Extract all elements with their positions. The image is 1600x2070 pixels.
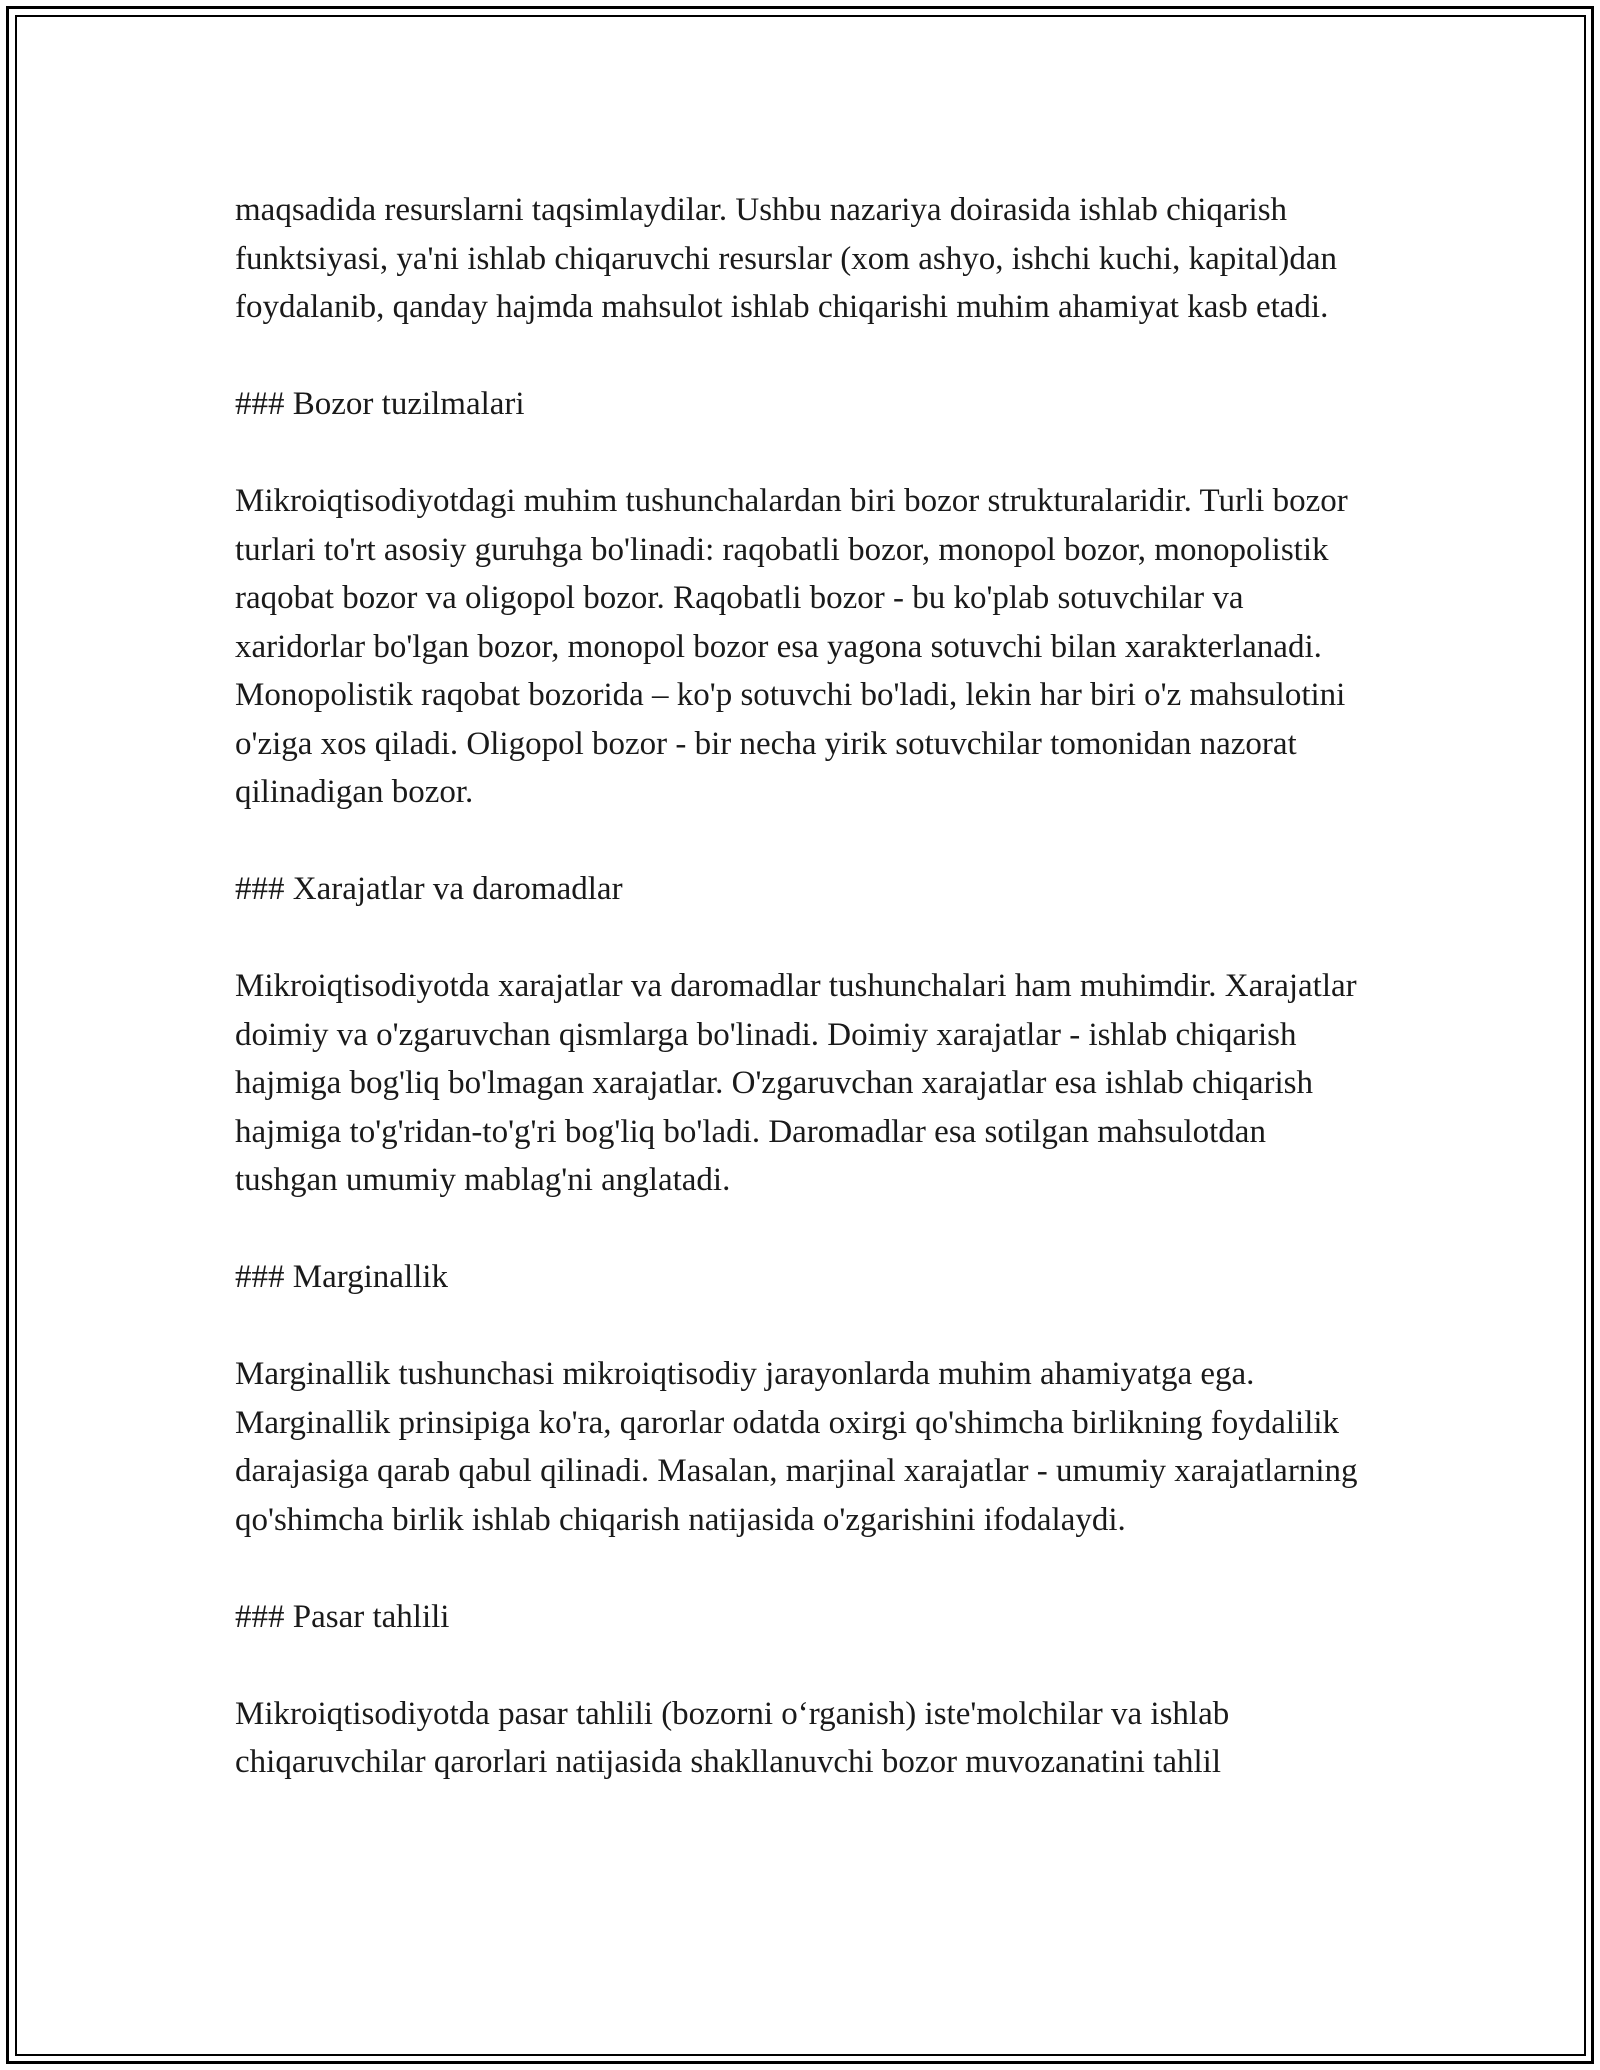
paragraph-xarajatlar: Mikroiqtisodiyotda xarajatlar va daromadlar tushunchalari ham muhimdir. Xarajatlar doimiy va o'zgaruvchan qismlarga bo'linadi. Doimiy xarajatlar - ishlab chiqarish hajmiga bog'liq bo'lmagan xarajatlar. O'zgaruvchan xarajatlar esa ishlab chiqarish hajmiga to'g'ridan-to'g'ri bog'liq bo'ladi. Daromadlar esa sotilgan mahsulotdan tushgan umumiy mablag'ni anglatadi. <box>235 968 1357 1198</box>
heading-pasar-tahlili: ### Pasar tahlili <box>235 1598 450 1635</box>
heading-bozor-tuzilmalari: ### Bozor tuzilmalari <box>235 386 525 422</box>
paragraph-pasar-tahlili: Mikroiqtisodiyotda pasar tahlili (bozorni o‘rganish) iste'molchilar va ishlab chiqaruvchilar qarorlari natijasida shakllanuvchi bozor muvozanatini tahlil <box>235 1695 1230 1780</box>
paragraph-marginallik: Marginallik tushunchasi mikroiqtisodiy jarayonlarda muhim ahamiyatga ega. Marginallik prinsipiga ko'ra, qarorlar odatda oxirgi qo'shimcha birlikning foydalilik darajasiga qarab qabul qilinadi. Masalan, marjinal xarajatlar - umumiy xarajatlarning qo'shimcha birlik ishlab chiqarish natijasida o'zgarishini ifodalaydi. <box>235 1356 1358 1538</box>
heading-xarajatlar: ### Xarajatlar va daromadlar <box>235 871 623 907</box>
document-body <box>235 186 1375 1835</box>
heading-marginallik: ### Marginallik <box>235 1259 448 1295</box>
paragraph-bozor-tuzilmalari: Mikroiqtisodiyotdagi muhim tushunchalardan biri bozor strukturalaridir. Turli bozor turlari to'rt asosiy guruhga bo'linadi: raqobatli bozor, monopol bozor, monopolistik raqobat bozor va oligopol bozor. Raqobatli bozor - bu ko'plab sotuvchilar va xaridorlar bo'lgan bozor, monopol bozor esa yagona sotuvchi bilan xarakterlanadi. Monopolistik raqobat bozorida – ko'p sotuvchi bo'ladi, lekin har biri o'z mahsulotini o'ziga xos qiladi. Oligopol bozor - bir necha yirik sotuvchilar tomonidan nazorat qilinadigan bozor. <box>235 483 1348 810</box>
paragraph-intro: maqsadida resurslarni taqsimlaydilar. Ushbu nazariya doirasida ishlab chiqarish funktsiyasi, ya'ni ishlab chiqaruvchi resurslar (xom ashyo, ishchi kuchi, kapital)dan foydalanib, qanday hajmda mahsulot ishlab chiqarishi muhim ahamiyat kasb etadi. <box>235 192 1338 325</box>
